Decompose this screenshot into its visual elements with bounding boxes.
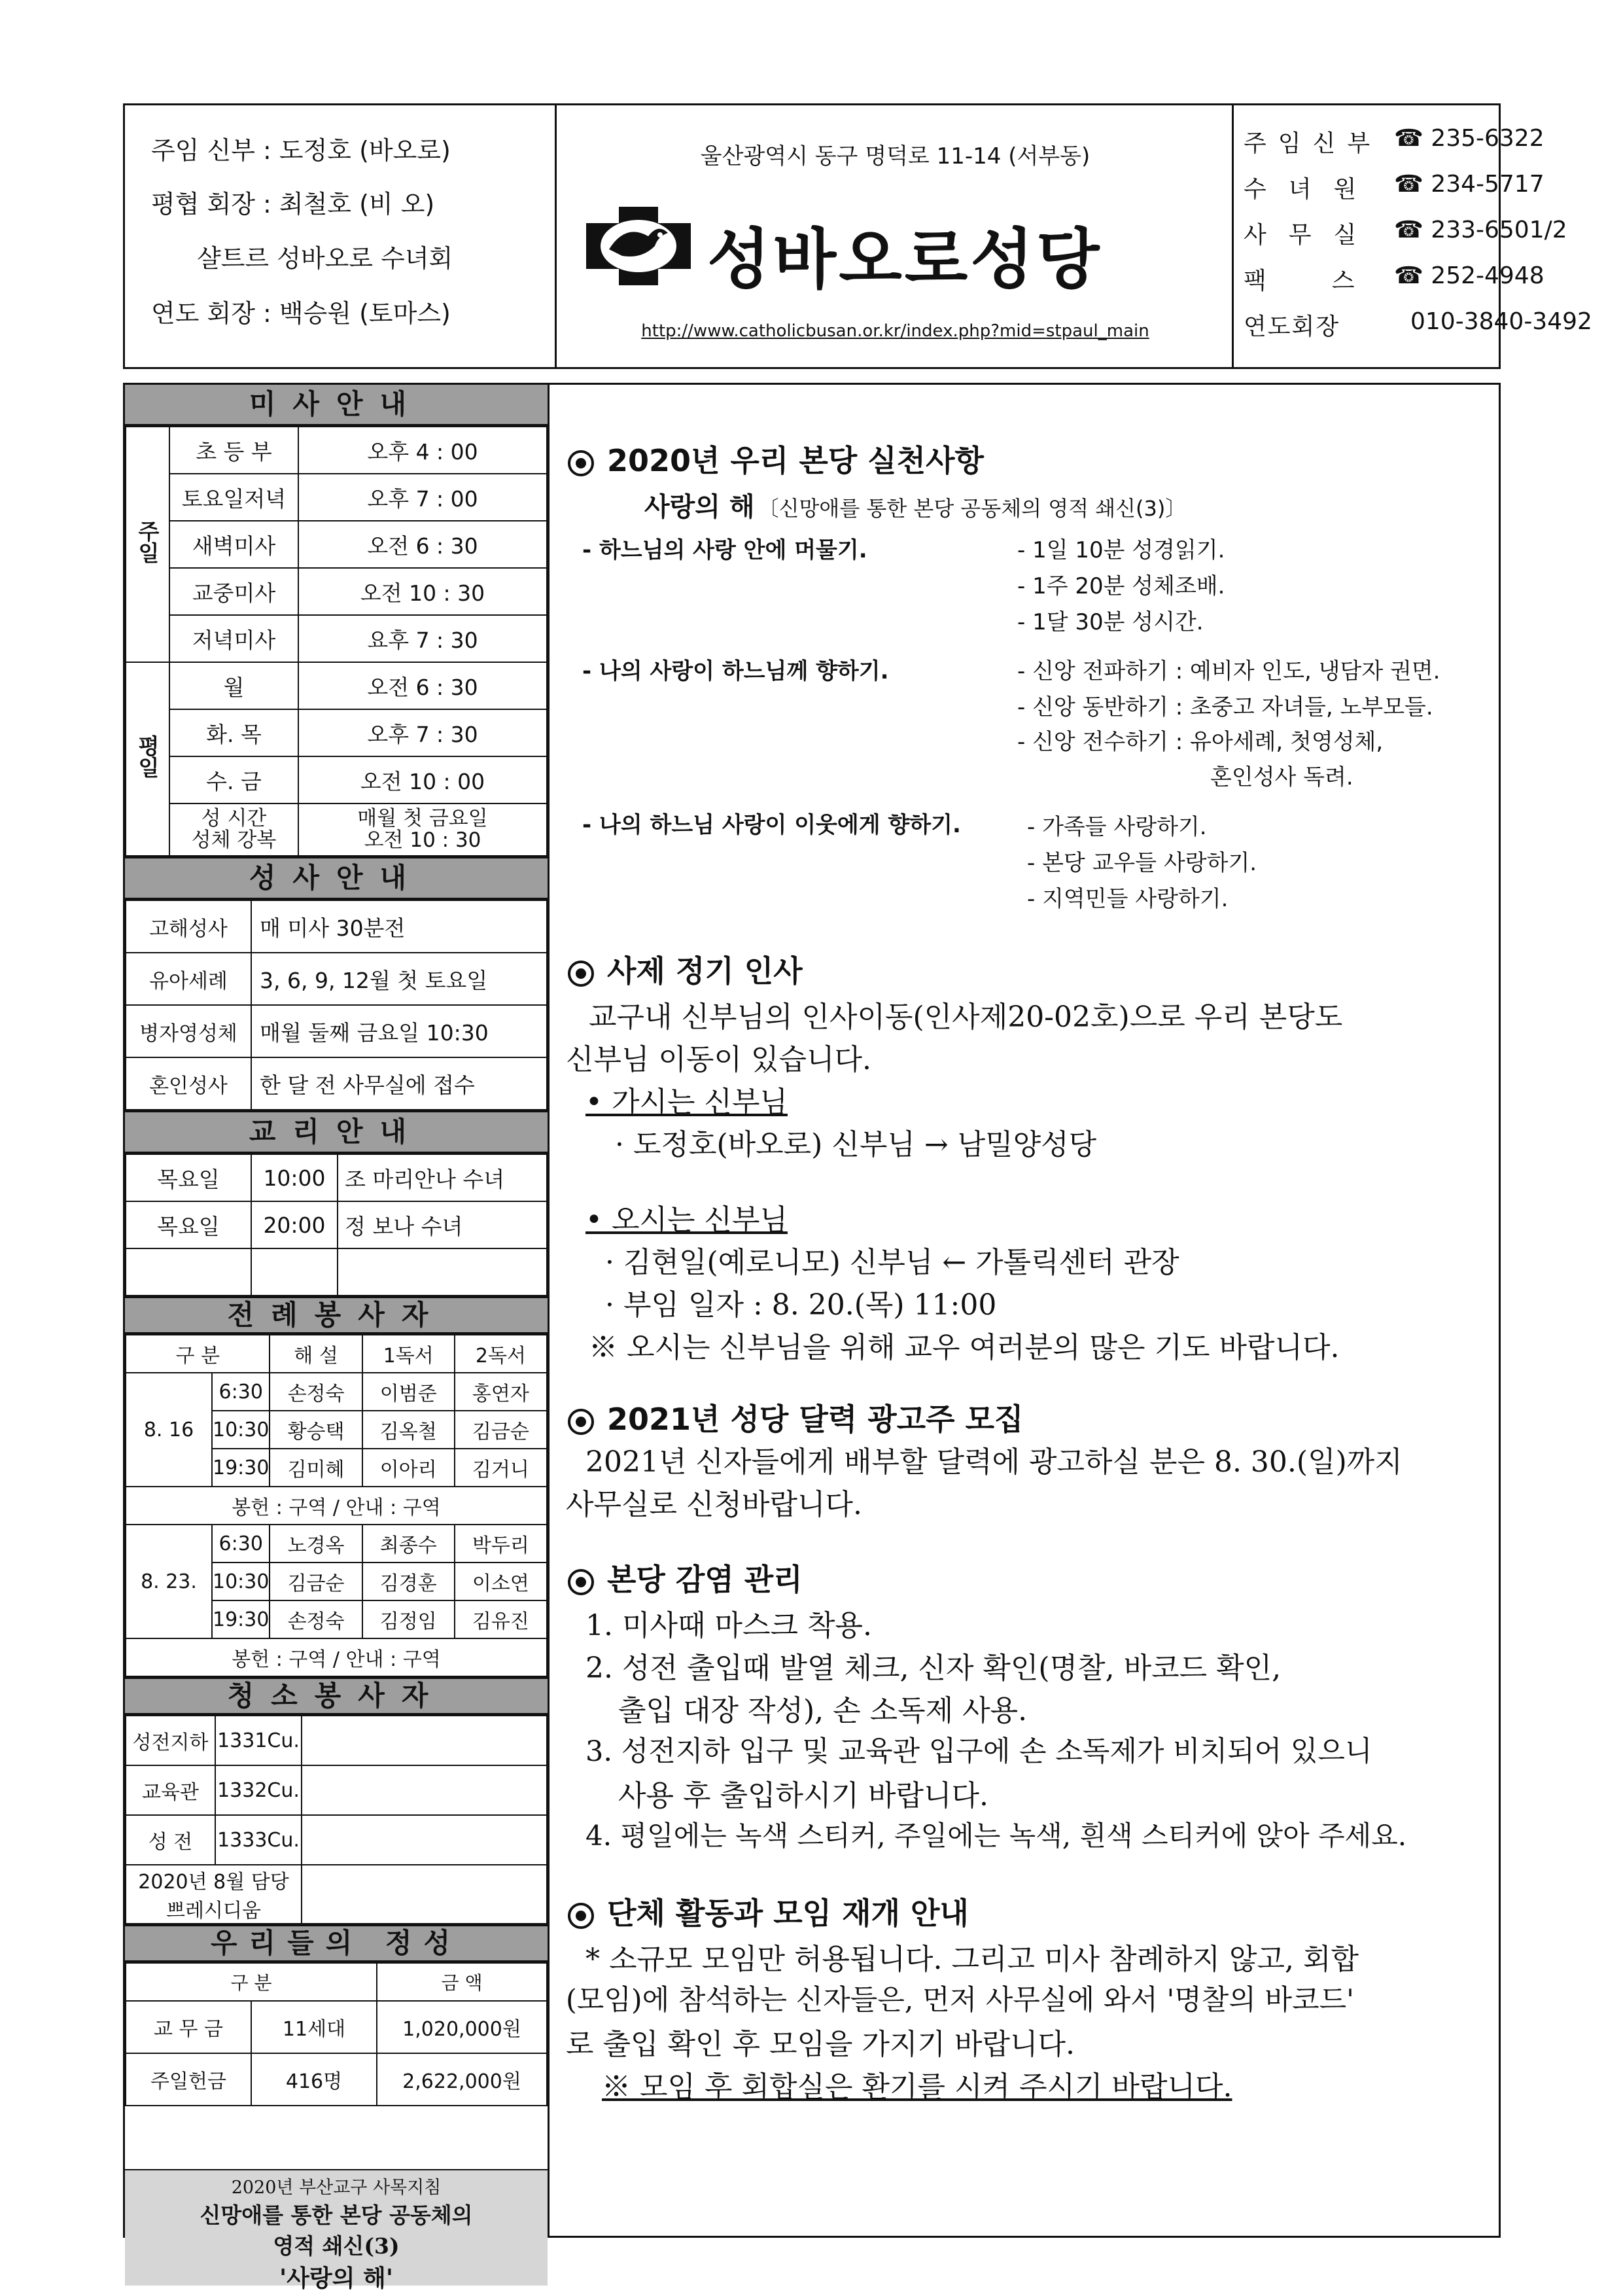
mass-name: 초 등 부: [169, 427, 298, 474]
liturgy-name: 노경옥: [270, 1525, 362, 1563]
liturgy-name: 김유진: [455, 1600, 547, 1638]
offering-count: 11세대: [251, 2001, 377, 2053]
catechism-time: [251, 1248, 338, 1296]
priest-prayer-note: ※ 오시는 신부님을 위해 교우 여러분의 많은 기도 바랍니다.: [589, 1331, 1340, 1364]
practice-detail: - 1일 10분 성경읽기.: [1017, 537, 1225, 563]
contact-list: [1234, 105, 1592, 367]
contact-phone: 010-3840-3492: [1410, 308, 1592, 335]
practice-detail: 혼인성사 독려.: [1210, 764, 1353, 790]
practice-detail: - 지역민들 사랑하기.: [1027, 886, 1229, 912]
mass-name: 월: [169, 662, 298, 709]
practice-item: - 하느님의 사랑 안에 머물기.: [582, 537, 867, 563]
priest-paragraph: 신부님 이동이 있습니다.: [566, 1043, 871, 1076]
section-title: 2020년 우리 본당 실천사항: [607, 443, 984, 478]
section-bullet-icon: [568, 450, 594, 476]
offering-table: [125, 1962, 548, 2106]
mass-name: 수. 금: [169, 756, 298, 804]
coming-priest-label: • 오시는 신부님: [585, 1203, 788, 1237]
section-infection-heading: [568, 1556, 803, 1599]
liturgy-header: 구 분: [126, 1335, 270, 1373]
offering-amount: 1,020,000원: [377, 2001, 547, 2053]
guideline-line: 영적 쇄신(3): [273, 2233, 400, 2259]
sisters-line: 샬트르 성바오로 수녀회: [197, 244, 453, 273]
liturgy-name: 김경훈: [362, 1563, 455, 1600]
sacrament-name: 유아세례: [126, 953, 251, 1005]
mass-time: 오전 6 : 30: [298, 662, 547, 709]
union-line: 연도 회장 : 백승원 (토마스): [151, 299, 451, 328]
sacrament-table: [125, 900, 548, 1110]
coming-priest-detail: · 김현일(예로니모) 신부님 ← 가톨릭센터 관장: [605, 1246, 1179, 1279]
mass-name: 교중미사: [169, 568, 298, 615]
weekday-label: 평일: [135, 735, 160, 778]
practice-item: - 나의 사랑이 하느님께 향하기.: [582, 658, 889, 684]
cleaning-note-blank: [302, 1865, 547, 1924]
contact-label: 사무실: [1244, 222, 1379, 249]
council-line: 평협 회장 : 최철호 (비 오): [151, 190, 435, 219]
catechism-section-title: 교리안내: [125, 1110, 548, 1154]
coming-priest-date: · 부임 일자 : 8. 20.(목) 11:00: [605, 1288, 997, 1322]
mass-name: 저녁미사: [169, 615, 298, 662]
liturgy-name: 김금순: [270, 1563, 362, 1600]
going-priest-label: • 가시는 신부님: [585, 1086, 788, 1119]
practice-subtitle: [644, 486, 1186, 523]
liturgy-time: 10:30: [212, 1563, 270, 1600]
church-url-link[interactable]: http://www.catholicbusan.or.kr/index.php?mid=stpaul_main: [641, 321, 1149, 341]
catechism-table: [125, 1154, 548, 1296]
section-bullet-icon: [568, 1409, 594, 1435]
cleaning-group: 1332Cu.: [215, 1765, 302, 1815]
liturgy-date: 8. 23.: [126, 1525, 212, 1638]
church-logo-icon: [583, 203, 694, 289]
subtitle-text: 〔신망애를 통한 본당 공동체의 영적 쇄신(3)〕: [758, 496, 1187, 521]
catechism-time: 20:00: [251, 1201, 338, 1248]
infection-rule: 4. 평일에는 녹색 스티커, 주일에는 녹색, 흰색 스티커에 앉아 주세요.: [585, 1820, 1407, 1852]
cleaning-note: 2020년 8월 담당 쁘레시디움: [126, 1865, 302, 1924]
liturgy-name: 손정숙: [270, 1600, 362, 1638]
mass-time: 요후 7 : 30: [298, 615, 547, 662]
mass-time: 오후 7 : 30: [298, 709, 547, 756]
sidebar: [123, 383, 550, 2292]
going-priest-detail: · 도정호(바오로) 신부님 → 남밀양성당: [615, 1128, 1097, 1161]
section-meeting-heading: [568, 1890, 969, 1933]
liturgy-time: 19:30: [212, 1600, 270, 1638]
priest-paragraph: 교구내 신부님의 인사이동(인사제20-02호)으로 우리 본당도: [589, 1000, 1343, 1034]
section-title: 2021년 성당 달력 광고주 모집: [607, 1402, 1024, 1437]
pastoral-guideline-box: [125, 2169, 548, 2292]
liturgy-header: 2독서: [455, 1335, 547, 1373]
calendar-paragraph: 사무실로 신청바랍니다.: [566, 1488, 863, 1521]
contact-phone: ☎ 252-4948: [1394, 262, 1544, 289]
catechism-day: [126, 1248, 251, 1296]
infection-rule: 사용 후 출입하시기 바랍니다.: [618, 1779, 988, 1812]
offering-header: 구 분: [126, 1963, 377, 2001]
liturgy-date: 8. 16: [126, 1373, 212, 1487]
sunday-label: 주일: [135, 520, 160, 563]
contact-phone: ☎ 235-6322: [1394, 125, 1544, 152]
practice-detail: - 본당 교우들 사랑하기.: [1027, 850, 1257, 876]
catechism-teacher: 정 보나 수녀: [338, 1201, 547, 1248]
sacrament-section-title: 성사안내: [125, 857, 548, 900]
liturgy-time: 10:30: [212, 1411, 270, 1449]
mass-section-title: 미사안내: [125, 385, 548, 426]
cleaning-group: 1333Cu.: [215, 1815, 302, 1865]
subtitle-bold: 사랑의 해: [644, 492, 755, 522]
liturgy-header: 해 설: [270, 1335, 362, 1373]
section-calendar-heading: [568, 1396, 1023, 1439]
practice-detail: - 가족들 사랑하기.: [1027, 814, 1207, 840]
catechism-teacher: 조 마리안나 수녀: [338, 1154, 547, 1201]
liturgy-time: 19:30: [212, 1449, 270, 1487]
sacrament-name: 병자영성체: [126, 1005, 251, 1057]
holy-hour-time: 매월 첫 금요일 오전 10 : 30: [298, 804, 547, 856]
catechism-day: 목요일: [126, 1154, 251, 1201]
sacrament-info: 3, 6, 9, 12월 첫 토요일: [251, 953, 547, 1005]
offering-amount: 2,622,000원: [377, 2053, 547, 2106]
section-bullet-icon: [568, 1569, 594, 1595]
sacrament-name: 고해성사: [126, 900, 251, 953]
catechism-teacher: [338, 1248, 547, 1296]
contact-label: 주임신부: [1244, 130, 1382, 157]
practice-detail: - 신앙 동반하기 : 초중고 자녀들, 노부모들.: [1017, 694, 1433, 720]
catechism-day: 목요일: [126, 1201, 251, 1248]
mass-time: 오전 10 : 30: [298, 568, 547, 615]
liturgy-name: 최종수: [362, 1525, 455, 1563]
liturgy-note: 봉헌 : 구역 / 안내 : 구역: [126, 1487, 547, 1525]
practice-detail: - 신앙 전파하기 : 예비자 인도, 냉담자 권면.: [1017, 658, 1440, 684]
guideline-line: 신망애를 통한 본당 공동체의: [200, 2202, 473, 2228]
practice-item: - 나의 하느님 사랑이 이웃에게 향하기.: [582, 812, 961, 838]
cleaning-table: [125, 1715, 548, 1924]
offering-header: 금 액: [377, 1963, 547, 2001]
contact-phone: ☎ 233-6501/2: [1394, 217, 1567, 243]
sunday-label-cell: [126, 427, 169, 662]
liturgy-section-title: 전례봉사자: [125, 1296, 548, 1334]
liturgy-name: 황승택: [270, 1411, 362, 1449]
mass-time: 오후 4 : 00: [298, 427, 547, 474]
section-title: 사제 정기 인사: [607, 953, 803, 989]
section-practice-heading: [568, 437, 984, 480]
church-name: 성바오로성당: [707, 221, 1102, 298]
offering-type: 주일헌금: [126, 2053, 251, 2106]
sacrament-info: 한 달 전 사무실에 접수: [251, 1057, 547, 1110]
liturgy-name: 박두리: [455, 1525, 547, 1563]
weekday-label-cell: [126, 662, 169, 856]
liturgy-name: 홍연자: [455, 1373, 547, 1411]
contact-phone: ☎ 234-5717: [1394, 171, 1544, 198]
infection-rule: 2. 성전 출입때 발열 체크, 신자 확인(명찰, 바코드 확인,: [585, 1651, 1282, 1685]
practice-detail: - 1달 30분 성시간.: [1017, 609, 1204, 635]
offering-type: 교 무 금: [126, 2001, 251, 2053]
sacrament-info: 매월 둘째 금요일 10:30: [251, 1005, 547, 1057]
mass-name: 새벽미사: [169, 521, 298, 568]
section-bullet-icon: [568, 961, 594, 987]
meeting-paragraph: 로 출입 확인 후 모임을 가지기 바랍니다.: [566, 2028, 1075, 2061]
pastor-line: 주임 신부 : 도정호 (바오로): [151, 136, 451, 165]
section-bullet-icon: [568, 1903, 594, 1929]
liturgy-name: 이아리: [362, 1449, 455, 1487]
mass-name: 토요일저녁: [169, 474, 298, 521]
offering-count: 416명: [251, 2053, 377, 2106]
cleaning-group: 1331Cu.: [215, 1716, 302, 1765]
liturgy-name: 이소연: [455, 1563, 547, 1600]
mass-time: 오후 7 : 00: [298, 474, 547, 521]
liturgy-time: 6:30: [212, 1525, 270, 1563]
liturgy-name: 손정숙: [270, 1373, 362, 1411]
main-content: [550, 383, 1501, 2238]
section-title: 본당 감염 관리: [607, 1562, 803, 1597]
contact-label: 팩스: [1244, 268, 1420, 294]
bulletin-header: [123, 103, 1592, 369]
mass-table: [125, 426, 548, 857]
staff-info: [125, 105, 557, 367]
sacrament-info: 매 미사 30분전: [251, 900, 547, 953]
calendar-paragraph: 2021년 신자들에게 배부할 달력에 광고하실 분은 8. 30.(일)까지: [585, 1445, 1403, 1479]
cleaning-note-cell: [302, 1716, 547, 1765]
practice-detail: - 1주 20분 성체조배.: [1017, 573, 1225, 599]
contact-label: 연도회장: [1244, 313, 1340, 340]
mass-time: 오전 6 : 30: [298, 521, 547, 568]
sacrament-name: 혼인성사: [126, 1057, 251, 1110]
guideline-line: '사랑의 해': [279, 2265, 393, 2292]
cleaning-place: 성 전: [126, 1815, 215, 1865]
cleaning-note-cell: [302, 1765, 547, 1815]
practice-detail: - 신앙 전수하기 : 유아세례, 첫영성체,: [1017, 729, 1384, 755]
liturgy-note: 봉헌 : 구역 / 안내 : 구역: [126, 1638, 547, 1676]
liturgy-name: 김정임: [362, 1600, 455, 1638]
liturgy-name: 김미혜: [270, 1449, 362, 1487]
contact-label: 수녀원: [1244, 176, 1379, 203]
meeting-ventilation-note: ※ 모임 후 회합실은 환기를 시켜 주시기 바랍니다.: [602, 2070, 1232, 2104]
church-masthead: [557, 105, 1234, 367]
liturgy-name: 김금순: [455, 1411, 547, 1449]
section-priest-heading: [568, 947, 803, 991]
offering-section-title: 우리들의 정성: [125, 1924, 548, 1962]
liturgy-name: 이범준: [362, 1373, 455, 1411]
section-title: 단체 활동과 모임 재개 안내: [607, 1896, 969, 1931]
cleaning-section-title: 청소봉사자: [125, 1677, 548, 1715]
liturgy-table: [125, 1334, 548, 1677]
liturgy-name: 김거니: [455, 1449, 547, 1487]
cleaning-note-cell: [302, 1815, 547, 1865]
meeting-paragraph: * 소규모 모임만 허용됩니다. 그리고 미사 참례하지 않고, 회합: [585, 1943, 1359, 1976]
catechism-time: 10:00: [251, 1154, 338, 1201]
liturgy-name: 김옥철: [362, 1411, 455, 1449]
cleaning-place: 성전지하: [126, 1716, 215, 1765]
church-address: 울산광역시 동구 명덕로 11-14 (서부동): [700, 143, 1091, 169]
infection-rule: 3. 성전지하 입구 및 교육관 입구에 손 소독제가 비치되어 있으니: [585, 1735, 1372, 1768]
liturgy-header: 1독서: [362, 1335, 455, 1373]
mass-name: 화. 목: [169, 709, 298, 756]
mass-time: 오전 10 : 00: [298, 756, 547, 804]
cleaning-place: 교육관: [126, 1765, 215, 1815]
infection-rule: 출입 대장 작성), 손 소독제 사용.: [618, 1694, 1028, 1727]
meeting-paragraph: (모임)에 참석하는 신자들은, 먼저 사무실에 와서 '명찰의 바코드': [566, 1984, 1354, 2017]
holy-hour-name: 성 시간 성체 강복: [169, 804, 298, 856]
liturgy-time: 6:30: [212, 1373, 270, 1411]
guideline-line: 2020년 부산교구 사목지침: [231, 2178, 442, 2198]
infection-rule: 1. 미사때 마스크 착용.: [585, 1609, 872, 1642]
